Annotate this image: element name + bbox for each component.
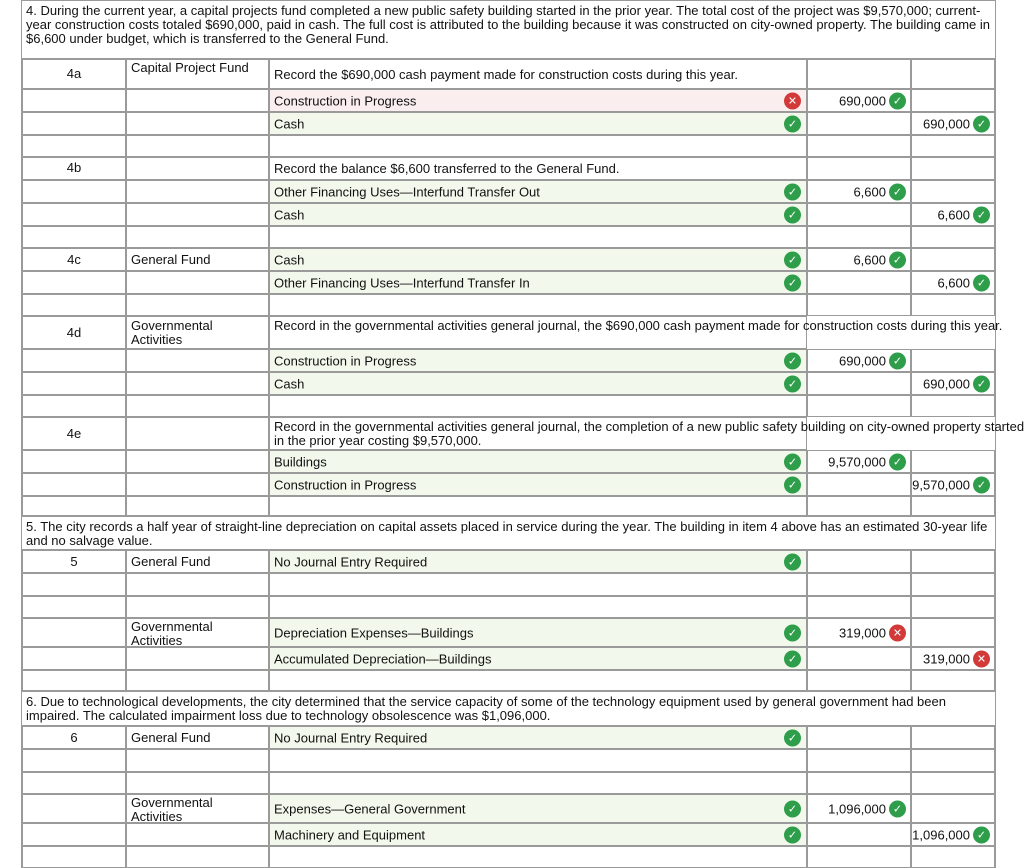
spacer-row — [22, 294, 995, 316]
debit-field[interactable] — [807, 248, 911, 271]
id-cell — [22, 112, 126, 135]
fund-cell — [126, 59, 269, 89]
debit-field[interactable] — [807, 726, 911, 749]
spacer-row — [22, 670, 995, 691]
correct-check-icon: ✓ — [784, 476, 801, 493]
debit-cell — [807, 294, 911, 316]
fund-cell — [126, 473, 269, 496]
debit-cell — [807, 157, 911, 180]
account-cell — [269, 395, 807, 417]
fund-label: Governmental Activities — [131, 619, 213, 648]
account-field[interactable] — [269, 550, 807, 573]
debit-cell — [807, 749, 911, 772]
credit-cell — [911, 395, 995, 417]
account-field[interactable] — [269, 726, 807, 749]
account-name: Construction in Progress — [274, 477, 417, 492]
account-name: Depreciation Expenses—Buildings — [274, 625, 474, 640]
correct-check-icon: ✓ — [784, 115, 801, 132]
fund-cell — [126, 618, 269, 647]
entry-5-line-1 — [22, 618, 995, 647]
debit-amount: 1,096,000 — [828, 801, 886, 816]
id-cell — [22, 749, 126, 772]
entry-5-general-fund — [22, 550, 995, 573]
fund-cell — [126, 135, 269, 157]
fund-cell — [126, 89, 269, 112]
entry-4a-line-1 — [22, 89, 995, 112]
account-field[interactable] — [269, 473, 807, 496]
spacer-row — [22, 573, 995, 596]
correct-check-icon: ✓ — [889, 92, 906, 109]
credit-field[interactable] — [911, 180, 995, 203]
account-name: Cash — [274, 376, 305, 391]
debit-field[interactable] — [807, 271, 911, 294]
debit-field[interactable] — [807, 473, 911, 496]
credit-field[interactable] — [911, 203, 995, 226]
fund-cell — [126, 496, 269, 516]
debit-field[interactable] — [807, 647, 911, 670]
account-field[interactable] — [269, 180, 807, 203]
fund-cell — [126, 271, 269, 294]
id-cell — [22, 772, 126, 794]
spacer-row — [22, 395, 995, 417]
correct-check-icon: ✓ — [784, 206, 801, 223]
debit-field[interactable] — [807, 823, 911, 846]
debit-amount: 6,600 — [853, 184, 886, 199]
account-cell — [269, 596, 807, 618]
correct-check-icon: ✓ — [784, 624, 801, 641]
fund-cell — [126, 749, 269, 772]
account-cell — [269, 135, 807, 157]
id-cell — [22, 180, 126, 203]
debit-field[interactable] — [807, 794, 911, 823]
fund-cell — [126, 670, 269, 691]
credit-field[interactable] — [911, 618, 995, 647]
credit-cell — [911, 596, 995, 618]
account-cell — [269, 226, 807, 248]
debit-cell — [807, 573, 911, 596]
id-cell — [22, 135, 126, 157]
credit-field[interactable] — [911, 248, 995, 271]
debit-field[interactable] — [807, 112, 911, 135]
fund-cell — [126, 450, 269, 473]
id-cell — [22, 89, 126, 112]
incorrect-x-icon: ✕ — [784, 92, 801, 109]
account-name: Cash — [274, 207, 305, 222]
fund-cell — [126, 647, 269, 670]
credit-field[interactable] — [911, 450, 995, 473]
correct-check-icon: ✓ — [889, 352, 906, 369]
correct-check-icon: ✓ — [784, 375, 801, 392]
account-name: Other Financing Uses—Interfund Transfer Out — [274, 184, 540, 199]
id-cell — [22, 596, 126, 618]
account-field[interactable] — [269, 372, 807, 395]
entry-4d-line-2 — [22, 372, 995, 395]
correct-check-icon: ✓ — [973, 206, 990, 223]
debit-field[interactable] — [807, 550, 911, 573]
id-cell — [22, 846, 126, 868]
account-field[interactable] — [269, 647, 807, 670]
entry-4b-line-1 — [22, 180, 995, 203]
entry-id — [22, 417, 126, 450]
account-field[interactable] — [269, 450, 807, 473]
id-cell — [22, 226, 126, 248]
debit-amount: 6,600 — [853, 252, 886, 267]
credit-amount: 9,570,000 — [912, 477, 970, 492]
credit-cell — [911, 294, 995, 316]
correct-check-icon: ✓ — [784, 800, 801, 817]
spacer-row — [22, 135, 995, 157]
credit-cell — [911, 772, 995, 794]
account-name: Cash — [274, 252, 305, 267]
id-cell — [22, 271, 126, 294]
id-cell — [22, 496, 126, 516]
fund-cell — [126, 550, 269, 573]
entry-description: Record the balance $6,600 transferred to the General Fund. — [274, 161, 620, 176]
fund-cell — [126, 596, 269, 618]
debit-cell — [807, 496, 911, 516]
entry-4e-line-2 — [22, 473, 995, 496]
fund-cell — [126, 226, 269, 248]
id-cell — [22, 473, 126, 496]
journal-sheet — [21, 0, 1024, 868]
correct-check-icon: ✓ — [889, 251, 906, 268]
debit-amount: 690,000 — [839, 353, 886, 368]
account-field[interactable] — [269, 112, 807, 135]
entry-4d-line-1 — [22, 349, 995, 372]
id-cell — [22, 794, 126, 823]
fund-cell — [126, 823, 269, 846]
debit-field[interactable] — [807, 372, 911, 395]
account-cell — [269, 573, 807, 596]
id-cell — [22, 450, 126, 473]
fund-label: Capital Project Fund — [131, 60, 249, 75]
spacer-row — [22, 496, 995, 516]
debit-field[interactable] — [807, 349, 911, 372]
entry-id-text: 4b — [66, 160, 82, 175]
fund-cell — [126, 157, 269, 180]
correct-check-icon: ✓ — [889, 453, 906, 470]
description-cell — [269, 417, 1024, 450]
fund-label: Governmental Activities — [131, 318, 213, 347]
fund-cell — [126, 372, 269, 395]
entry-id-text: 6 — [70, 730, 78, 745]
correct-check-icon: ✓ — [973, 115, 990, 132]
credit-amount: 1,096,000 — [912, 827, 970, 842]
credit-amount: 319,000 — [923, 651, 970, 666]
account-name: Machinery and Equipment — [274, 827, 426, 842]
credit-cell — [911, 135, 995, 157]
fund-cell — [126, 726, 269, 749]
entry-6-general-fund — [22, 726, 995, 749]
account-cell — [269, 496, 807, 516]
account-field[interactable] — [269, 89, 807, 112]
credit-amount: 6,600 — [937, 207, 970, 222]
account-name: Construction in Progress — [274, 93, 417, 108]
question-6-text: 6. Due to technological developments, the city determined that the service capacity of some of the technology equipment used by general government had been impaired. The calculated impairment loss due to technology obsolescence was $1,096,000. — [22, 691, 995, 726]
id-cell — [22, 670, 126, 691]
entry-5-line-2 — [22, 647, 995, 670]
entry-description: Record in the governmental activities general journal, the $690,000 cash payment made for construction costs during this year. — [274, 318, 1003, 333]
spacer-row — [22, 772, 995, 794]
correct-check-icon: ✓ — [784, 553, 801, 570]
account-field[interactable] — [269, 794, 807, 823]
correct-check-icon: ✓ — [784, 274, 801, 291]
account-name: Other Financing Uses—Interfund Transfer In — [274, 275, 530, 290]
fund-cell — [126, 846, 269, 868]
entry-6-line-2 — [22, 823, 995, 846]
entry-6-line-1 — [22, 794, 995, 823]
account-name: Accumulated Depreciation—Buildings — [274, 651, 492, 666]
account-field[interactable] — [269, 248, 807, 271]
credit-field[interactable] — [911, 473, 995, 496]
credit-cell — [911, 59, 995, 89]
correct-check-icon: ✓ — [784, 729, 801, 746]
account-name: Buildings — [274, 454, 327, 469]
fund-cell — [126, 180, 269, 203]
credit-field[interactable] — [911, 372, 995, 395]
correct-check-icon: ✓ — [784, 650, 801, 667]
credit-field[interactable] — [911, 823, 995, 846]
debit-amount: 319,000 — [839, 625, 886, 640]
correct-check-icon: ✓ — [784, 183, 801, 200]
credit-field[interactable] — [911, 647, 995, 670]
id-cell — [22, 573, 126, 596]
account-cell — [269, 846, 807, 868]
entry-id — [22, 726, 126, 749]
entry-description: Record the $690,000 cash payment made for construction costs during this year. — [274, 67, 738, 82]
entry-id-text: 4a — [66, 66, 82, 81]
debit-amount: 9,570,000 — [828, 454, 886, 469]
credit-cell — [911, 749, 995, 772]
debit-field[interactable] — [807, 89, 911, 112]
credit-field[interactable] — [911, 112, 995, 135]
entry-id-text: 5 — [70, 554, 78, 569]
credit-field[interactable] — [911, 550, 995, 573]
credit-field[interactable] — [911, 726, 995, 749]
fund-cell — [126, 395, 269, 417]
credit-cell — [911, 496, 995, 516]
question-4-text: 4. During the current year, a capital projects fund completed a new public safety building started in the prior year. The total cost of the project was $9,570,000; current-year construction costs totaled $690,000, paid in cash. The full cost is attributed to the building because it was constructed on city-owned property. The building came in $6,600 under budget, which is transferred to the General Fund. — [22, 0, 995, 59]
incorrect-x-icon: ✕ — [889, 624, 906, 641]
id-cell — [22, 349, 126, 372]
fund-cell — [126, 248, 269, 271]
id-cell — [22, 647, 126, 670]
spacer-row — [22, 596, 995, 618]
spacer-row — [22, 749, 995, 772]
debit-cell — [807, 395, 911, 417]
account-cell — [269, 772, 807, 794]
fund-cell — [126, 294, 269, 316]
entry-id-text: 4d — [66, 325, 82, 340]
description-cell — [269, 59, 807, 89]
correct-check-icon: ✓ — [973, 274, 990, 291]
entry-id-text: 4c — [67, 252, 81, 267]
account-field[interactable] — [269, 349, 807, 372]
fund-cell — [126, 349, 269, 372]
entry-description: Record in the governmental activities general journal, the completion of a new public safety building on city-owned property started in the prior year costing $9,570,000. — [274, 419, 1024, 448]
entry-4c-line-2 — [22, 271, 995, 294]
account-name: Cash — [274, 116, 305, 131]
debit-field[interactable] — [807, 618, 911, 647]
entry-4e-header — [22, 417, 1024, 450]
credit-field[interactable] — [911, 271, 995, 294]
correct-check-icon: ✓ — [784, 826, 801, 843]
id-cell — [22, 823, 126, 846]
correct-check-icon: ✓ — [973, 826, 990, 843]
credit-amount: 690,000 — [923, 376, 970, 391]
correct-check-icon: ✓ — [889, 800, 906, 817]
entry-id — [22, 248, 126, 271]
account-cell — [269, 670, 807, 691]
credit-field[interactable] — [911, 794, 995, 823]
incorrect-x-icon: ✕ — [973, 650, 990, 667]
account-field[interactable] — [269, 271, 807, 294]
debit-cell — [807, 59, 911, 89]
id-cell — [22, 372, 126, 395]
question-5-text: 5. The city records a half year of straight-line depreciation on capital assets placed in service during the year. The building in item 4 above has an estimated 30-year life and no salvage value. — [22, 516, 995, 550]
account-field[interactable] — [269, 618, 807, 647]
credit-amount: 6,600 — [937, 275, 970, 290]
spacer-row — [22, 846, 995, 868]
entry-4b-header — [22, 157, 995, 180]
fund-cell — [126, 112, 269, 135]
credit-cell — [911, 226, 995, 248]
credit-cell — [911, 846, 995, 868]
description-cell — [269, 157, 807, 180]
account-name: Construction in Progress — [274, 353, 417, 368]
correct-check-icon: ✓ — [784, 453, 801, 470]
account-name: No Journal Entry Required — [274, 554, 428, 569]
account-name: Expenses—General Government — [274, 801, 466, 816]
id-cell — [22, 203, 126, 226]
fund-cell — [126, 573, 269, 596]
fund-label: General Fund — [131, 252, 211, 267]
debit-cell — [807, 135, 911, 157]
entry-id — [22, 550, 126, 573]
debit-cell — [807, 772, 911, 794]
debit-cell — [807, 596, 911, 618]
fund-label: General Fund — [131, 730, 211, 745]
id-cell — [22, 294, 126, 316]
debit-cell — [807, 846, 911, 868]
entry-4d-header — [22, 316, 1003, 349]
description-cell — [269, 316, 1003, 349]
entry-4e-line-1 — [22, 450, 995, 473]
entry-4a-header — [22, 59, 995, 89]
credit-amount: 690,000 — [923, 116, 970, 131]
account-name: No Journal Entry Required — [274, 730, 428, 745]
entry-id-text: 4e — [66, 426, 82, 441]
entry-id — [22, 59, 126, 89]
fund-cell — [126, 794, 269, 823]
id-cell — [22, 618, 126, 647]
entry-4c-line-1 — [22, 248, 995, 271]
credit-field[interactable] — [911, 349, 995, 372]
correct-check-icon: ✓ — [784, 352, 801, 369]
credit-field[interactable] — [911, 89, 995, 112]
entry-4b-line-2 — [22, 203, 995, 226]
correct-check-icon: ✓ — [973, 375, 990, 392]
debit-amount: 690,000 — [839, 93, 886, 108]
correct-check-icon: ✓ — [784, 251, 801, 268]
fund-label: Governmental Activities — [131, 795, 213, 824]
spacer-row — [22, 226, 995, 248]
debit-cell — [807, 226, 911, 248]
credit-cell — [911, 573, 995, 596]
entry-id — [22, 316, 126, 349]
debit-field[interactable] — [807, 203, 911, 226]
entry-id — [22, 157, 126, 180]
fund-cell — [126, 316, 269, 349]
debit-cell — [807, 670, 911, 691]
id-cell — [22, 395, 126, 417]
correct-check-icon: ✓ — [973, 476, 990, 493]
account-cell — [269, 294, 807, 316]
entry-4a-line-2 — [22, 112, 995, 135]
correct-check-icon: ✓ — [889, 183, 906, 200]
debit-field[interactable] — [807, 450, 911, 473]
fund-cell — [126, 417, 269, 450]
fund-label: General Fund — [131, 554, 211, 569]
account-cell — [269, 749, 807, 772]
fund-cell — [126, 772, 269, 794]
account-field[interactable] — [269, 203, 807, 226]
credit-cell — [911, 670, 995, 691]
account-field[interactable] — [269, 823, 807, 846]
fund-cell — [126, 203, 269, 226]
credit-cell — [911, 157, 995, 180]
debit-field[interactable] — [807, 180, 911, 203]
